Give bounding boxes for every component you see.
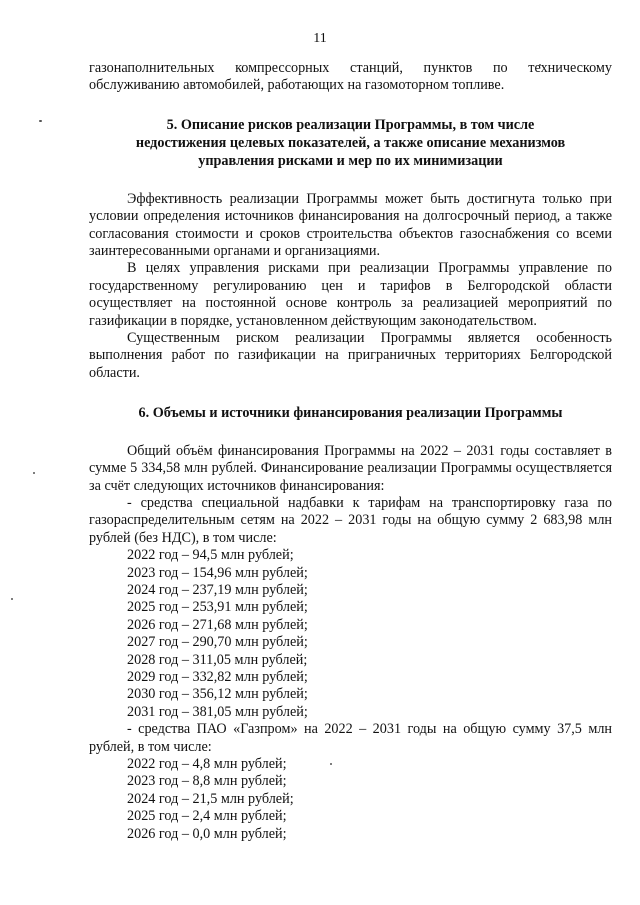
list-item: 2030 год – 356,12 млн рублей; (127, 686, 308, 703)
section-5-heading: 5. Описание рисков реализации Программы, в том числе недостижения целевых показателей, а также описание механизмов управления рисками и мер по их минимизации (135, 116, 566, 169)
section-6-heading: 6. Объемы и источники финансирования реализации Программы (138, 405, 563, 422)
list-item: 2023 год – 154,96 млн рублей; (127, 564, 308, 581)
list-item: 2022 год – 94,5 млн рублей; (127, 547, 294, 564)
list-item: 2026 год – 271,68 млн рублей; (127, 616, 308, 633)
page-number: 11 (313, 31, 327, 46)
source-1-year-list (89, 547, 612, 721)
list-item: 2031 год – 381,05 млн рублей; (127, 703, 308, 720)
scan-mark (39, 120, 42, 122)
list-item: 2025 год – 253,91 млн рублей; (127, 599, 308, 616)
list-item: 2025 год – 2,4 млн рублей; (127, 808, 287, 825)
list-item: 2029 год – 332,82 млн рублей; (127, 668, 308, 685)
list-item: 2027 год – 290,70 млн рублей; (127, 634, 308, 651)
scan-mark (33, 472, 35, 474)
list-item: 2022 год – 4,8 млн рублей; (127, 756, 287, 772)
source-2-year-list (89, 756, 612, 843)
section-5-paragraph: Существенным риском реализации Программы является особенность выполнения работ по газификации на приграничных территориях Белгородской области. (89, 330, 612, 381)
scan-mark (11, 598, 13, 600)
list-item: 2026 год – 0,0 млн рублей; (127, 825, 287, 842)
source-gazprom: - средства ПАО «Газпром» на 2022 – 2031 годы на общую сумму 37,5 млн рублей, в том числе: (89, 721, 612, 755)
list-item: 2024 год – 21,5 млн рублей; (127, 790, 294, 807)
list-item: 2024 год – 237,19 млн рублей; (127, 581, 308, 598)
source-special-surcharge: - средства специальной надбавки к тарифам на транспортировку газа по газораспределительным сетям на 2022 – 2031 годы на общую сумму 2 683,98 млн рублей (без НДС), в том числе: (89, 494, 612, 546)
list-item: 2023 год – 8,8 млн рублей; (127, 773, 287, 790)
financing-summary: Общий объём финансирования Программы на 2022 – 2031 годы составляет в сумме 5 334,58 млн рублей. Финансирование реализации Программы осуществляется за счёт следующих источников финансирования: (89, 442, 612, 494)
section-5-paragraph: Эффективность реализации Программы может быть достигнута только при условии определения источников финансирования на долгосрочный период, а также согласования стоимости и сроков строительства объектов газоснабжения со всеми заинтересованными органами и организациями. (89, 190, 612, 260)
list-item: 2028 год – 311,05 млн рублей; (127, 651, 308, 668)
intro-paragraph: газонаполнительных компрессорных станций, пунктов по техническому обслуживанию автомобилей, работающих на газомоторном топливе. (89, 60, 612, 94)
section-5-paragraph: В целях управления рисками при реализации Программы управление по государственному регулированию цен и тарифов в Белгородской области осуществляет на постоянной основе контроль за реализацией мероприятий по газификации в порядке, установленном действующим законодательством. (89, 260, 612, 329)
document-body (89, 60, 612, 843)
